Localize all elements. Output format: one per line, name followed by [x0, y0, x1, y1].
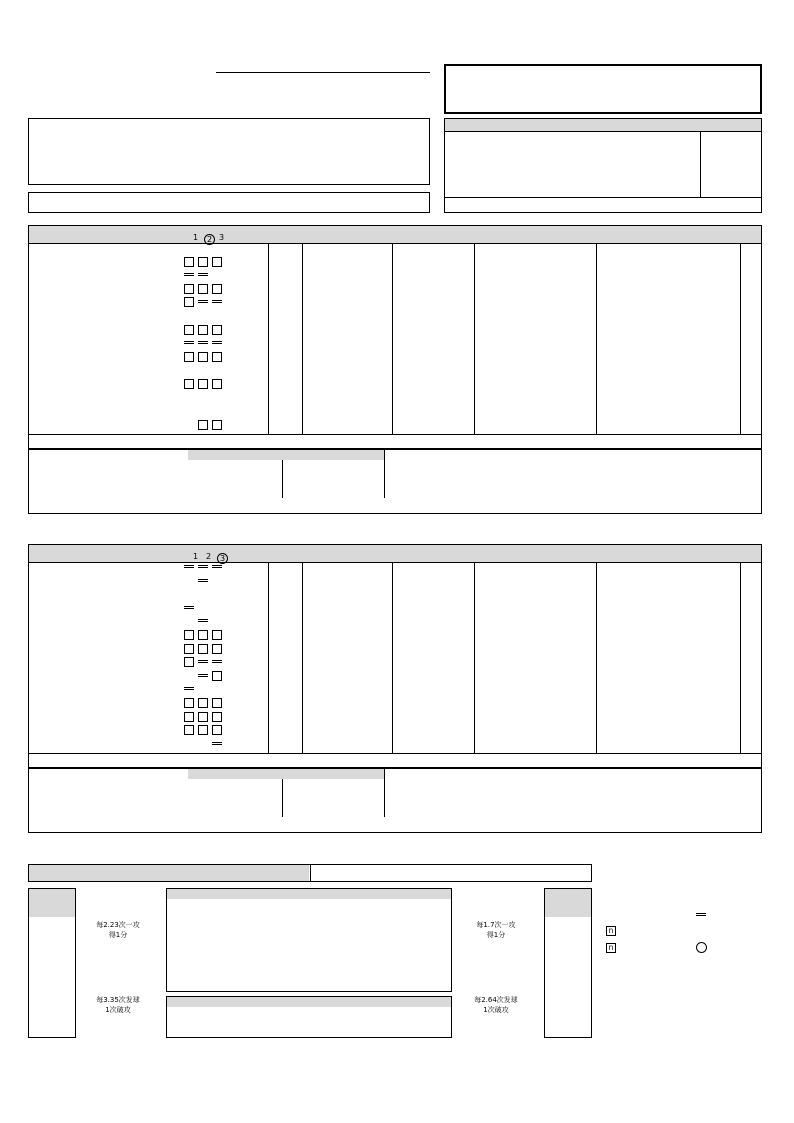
sets-box: [444, 118, 762, 213]
set-position: [198, 284, 208, 294]
set-position: [212, 420, 222, 430]
ratio-note: 每2.23次一攻: [96, 921, 140, 929]
match-info: [28, 118, 430, 185]
team1-header-bg: [29, 226, 761, 243]
first-attack-box: [166, 888, 452, 992]
set-index: 3: [219, 233, 225, 242]
player-row: [28, 406, 762, 419]
player-row: [28, 671, 762, 684]
set-position: [184, 325, 194, 335]
set-position: [212, 565, 222, 569]
first-serve-icon: [696, 942, 707, 953]
starter-icon: n: [606, 926, 616, 936]
set-index: 2: [206, 552, 212, 561]
summary-header-bg: [29, 865, 309, 881]
set-position: [184, 725, 194, 735]
set-position: [198, 565, 208, 569]
ratio-note: 每2.64次发球: [474, 996, 518, 1004]
set-position: [184, 565, 194, 569]
set-position: [198, 712, 208, 722]
set-index: 1: [193, 552, 199, 561]
set-position: [184, 341, 194, 345]
player-row: [28, 338, 762, 351]
player-row: [28, 657, 762, 670]
player-row: [28, 630, 762, 643]
player-row: [28, 644, 762, 657]
player-row: [28, 243, 762, 256]
set-position: [184, 687, 194, 691]
set-position: [212, 698, 222, 708]
set-position: [198, 698, 208, 708]
rule: [28, 767, 762, 769]
set-position: [212, 379, 222, 389]
points-by-bg: [188, 769, 384, 779]
player-row: [28, 739, 762, 752]
set-position: [198, 725, 208, 735]
set-position: [212, 660, 222, 664]
col-rule: [310, 864, 311, 882]
set-position: [212, 630, 222, 640]
player-row: [28, 589, 762, 602]
set-stat-row: [28, 486, 762, 499]
set-index: 3: [217, 553, 228, 564]
ratio-note: 1次破攻: [483, 1006, 509, 1014]
ratio-note: 得1分: [486, 931, 506, 939]
set-position: [198, 379, 208, 389]
player-row: [28, 576, 762, 589]
counter-attack-bg: [167, 997, 451, 1007]
set-position: [198, 352, 208, 362]
set-position: [198, 579, 208, 583]
player-row: [28, 420, 762, 433]
points-by-bg: [188, 450, 384, 460]
set-position: [198, 273, 208, 277]
player-row: [28, 393, 762, 406]
player-row: [28, 616, 762, 629]
player-row: [28, 712, 762, 725]
player-row: [28, 311, 762, 324]
set-position: [212, 341, 222, 345]
set-position: [198, 660, 208, 664]
player-row: [28, 562, 762, 575]
player-row: [28, 284, 762, 297]
set-position: [212, 725, 222, 735]
setter-icon: n: [606, 943, 616, 953]
player-row: [28, 297, 762, 310]
player-row: [28, 379, 762, 392]
player-row: [28, 684, 762, 697]
set-position: [212, 352, 222, 362]
set-position: [198, 300, 208, 304]
set-position: [212, 257, 222, 267]
ratio-note: 1次破攻: [105, 1006, 131, 1014]
set-position: [184, 698, 194, 708]
set-position: [198, 341, 208, 345]
set-position: [198, 674, 208, 678]
set-position: [212, 300, 222, 304]
set-index: 1: [193, 233, 199, 242]
score-box: [444, 64, 762, 114]
referee-box: [28, 192, 430, 213]
set-position: [198, 630, 208, 640]
set-position: [184, 297, 194, 307]
set-position: [184, 257, 194, 267]
set-position: [212, 671, 222, 681]
set-position: [184, 644, 194, 654]
set-position: [184, 379, 194, 389]
set-position: [198, 420, 208, 430]
set-position: [184, 284, 194, 294]
first-attack-bg: [167, 889, 451, 899]
player-row: [28, 257, 762, 270]
set-position: [184, 630, 194, 640]
set-position: [212, 712, 222, 722]
player-row: [28, 725, 762, 738]
rotation-bg: [29, 889, 75, 917]
set-position: [198, 257, 208, 267]
set-index: 2: [204, 234, 215, 245]
set-position: [184, 352, 194, 362]
player-row: [28, 603, 762, 616]
player-row: [28, 365, 762, 378]
ratio-note: 每1.7次一攻: [476, 921, 516, 929]
rule: [28, 448, 762, 450]
set-position: [212, 742, 222, 746]
rule: [28, 753, 762, 754]
set-position: [184, 273, 194, 277]
set-stat-row: [28, 805, 762, 818]
player-row: [28, 270, 762, 283]
substitute-icon: [696, 913, 706, 917]
ratio-note: 每3.35次发球: [96, 996, 140, 1004]
rotation-bg: [545, 889, 591, 917]
rule: [28, 434, 762, 435]
team2-header-bg: [29, 545, 761, 562]
set-position: [198, 644, 208, 654]
ratio-note: 得1分: [108, 931, 128, 939]
set-position: [184, 657, 194, 667]
player-row: [28, 325, 762, 338]
player-row: [28, 352, 762, 365]
legend: [600, 866, 762, 1041]
set-position: [184, 606, 194, 610]
set-position: [212, 644, 222, 654]
player-row: [28, 698, 762, 711]
set-position: [212, 284, 222, 294]
set-position: [198, 325, 208, 335]
set-position: [198, 619, 208, 623]
set-position: [184, 712, 194, 722]
set-position: [212, 325, 222, 335]
